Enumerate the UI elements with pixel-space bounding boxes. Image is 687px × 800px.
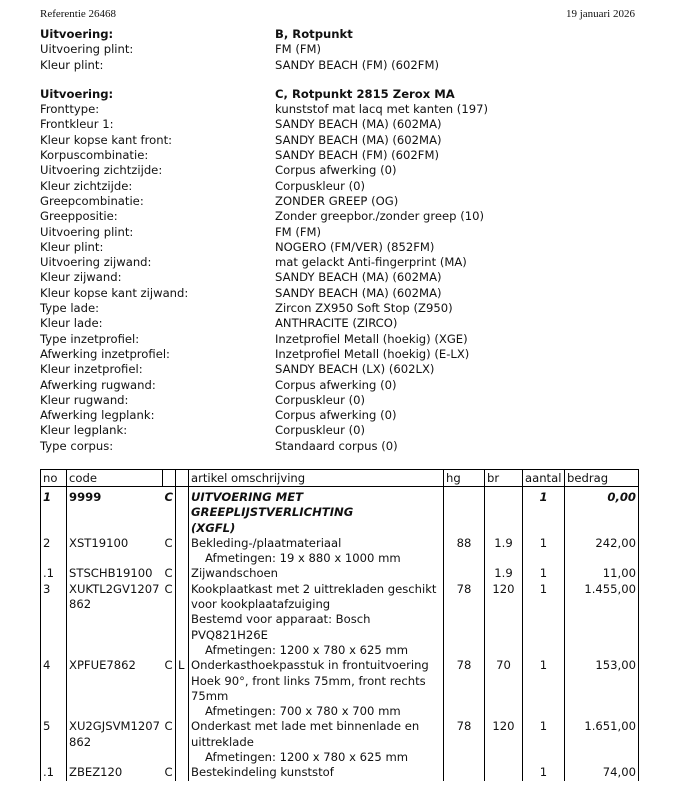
description-line: Onderkasthoekpasstuk in frontuitvoering (191, 658, 429, 673)
width-value (485, 765, 523, 780)
table-header-row (41, 470, 639, 487)
spec-value: Inzetprofiel Metall (hoekig) (E-LX) (275, 346, 470, 361)
table-row (41, 566, 639, 581)
height-value (444, 566, 485, 581)
quantity-value: 1 (523, 658, 565, 719)
description-line: Hoek 90°, front links 75mm, front rechts (191, 673, 426, 688)
flag-c: C (164, 581, 173, 596)
spec-label: Uitvoering zijwand: (40, 255, 152, 270)
spec-value: kunststof mat lacq met kanten (197) (275, 102, 488, 117)
spec-value: SANDY BEACH (MA) (602MA) (275, 270, 442, 285)
spec-row (40, 102, 640, 117)
spec-row (40, 179, 640, 194)
spec-label: Frontkleur 1: (40, 117, 114, 132)
line-number: 5 (41, 719, 67, 765)
spec-label: Type lade: (40, 301, 100, 316)
spec-row (40, 316, 640, 331)
spec-label: Uitvoering: (40, 27, 114, 41)
description-line: Bestemd voor apparaat: Bosch PVQ821H26E (191, 612, 371, 642)
col-header-code: code (67, 470, 163, 487)
spec-label: Uitvoering plint: (40, 42, 134, 57)
spec-label: Korpuscombinatie: (40, 148, 149, 163)
spec-value: Corpuskleur (0) (275, 392, 365, 407)
spec-label: Kleur kopse kant front: (40, 132, 173, 147)
description-line: Onderkast met lade met binnenlade en (191, 719, 420, 734)
spec-label: Type corpus: (40, 438, 114, 453)
spec-value: SANDY BEACH (MA) (602MA) (275, 285, 442, 300)
article-description (189, 566, 444, 581)
amount-value: 242,00 (565, 536, 639, 567)
dimensions-line: Afmetingen: 19 x 880 x 1000 mm (205, 551, 401, 566)
spec-row (40, 58, 640, 73)
col-header-description: artikel omschrijving (189, 470, 444, 487)
article-description (189, 719, 444, 765)
spec-value: SANDY BEACH (FM) (602FM) (275, 148, 439, 163)
flag-c: C (164, 490, 174, 504)
height-value: 78 (444, 719, 485, 765)
quantity-value: 1 (523, 582, 565, 658)
spec-label: Kleur legplank: (40, 423, 128, 438)
spec-value: Zircon ZX950 Soft Stop (Z950) (275, 301, 453, 316)
quantity-value: 1 (523, 536, 565, 567)
flag-c: C (164, 535, 173, 550)
spec-row (40, 286, 640, 301)
height-value (444, 765, 485, 780)
amount-value: 1.651,00 (565, 719, 639, 765)
line-number: .1 (41, 765, 67, 780)
spec-row (40, 301, 640, 316)
flag-c: C (164, 765, 173, 780)
spec-value: Corpuskleur (0) (275, 423, 365, 438)
amount-value: 1.455,00 (565, 582, 639, 658)
line-number: 4 (41, 658, 67, 719)
spec-label: Afwerking legplank: (40, 408, 155, 423)
amount-value: 0,00 (565, 487, 639, 536)
col-header-height: hg (444, 470, 485, 487)
col-header-quantity: aantal (523, 470, 565, 487)
spec-label: Fronttype: (40, 102, 100, 117)
spec-label: Kleur kopse kant zijwand: (40, 285, 189, 300)
spec-label: Greepcombinatie: (40, 193, 144, 208)
article-code: XST19100 (69, 535, 129, 550)
article-description (189, 536, 444, 567)
width-value: 120 (485, 582, 523, 658)
quantity-value: 1 (523, 487, 565, 536)
spec-row (40, 42, 640, 57)
width-value: 70 (485, 658, 523, 719)
quantity-value: 1 (523, 719, 565, 765)
spec-row (40, 27, 640, 42)
spec-label: Kleur plint: (40, 57, 104, 72)
spec-label: Afwerking inzetprofiel: (40, 346, 170, 361)
quantity-value: 1 (523, 765, 565, 780)
line-number: 2 (41, 536, 67, 567)
article-code: STSCHB19100 (69, 566, 153, 581)
flag-l (176, 536, 189, 567)
spec-row (40, 194, 640, 209)
spec-row (40, 423, 640, 438)
spec-row (40, 439, 640, 454)
flag-l (176, 719, 189, 765)
spec-row (40, 87, 640, 102)
flag-c: C (164, 566, 173, 581)
spec-value: Zonder greepbor./zonder greep (10) (275, 209, 485, 224)
flag-l (176, 765, 189, 780)
height-value (444, 487, 485, 536)
spec-row (40, 393, 640, 408)
line-number: 3 (41, 582, 67, 658)
height-value: 78 (444, 582, 485, 658)
dimensions-line: Afmetingen: 700 x 780 x 700 mm (205, 704, 401, 719)
flag-l (176, 487, 189, 536)
quantity-value: 1 (523, 566, 565, 581)
spec-label: Greeppositie: (40, 209, 118, 224)
spec-value: Corpus afwerking (0) (275, 408, 397, 423)
spec-row (40, 133, 640, 148)
description-line: Bestekindeling kunststof (191, 765, 334, 780)
article-code: ZBEZ120 (69, 765, 123, 780)
spec-row (40, 225, 640, 240)
spec-row (40, 362, 640, 377)
width-value: 1.9 (485, 536, 523, 567)
spec-row (40, 332, 640, 347)
height-value: 88 (444, 536, 485, 567)
spec-label: Afwerking rugwand: (40, 377, 156, 392)
amount-value: 74,00 (565, 765, 639, 780)
dimensions-line: Afmetingen: 1200 x 780 x 625 mm (205, 750, 409, 765)
description-line: Bekleding-/plaatmateriaal (191, 535, 342, 550)
spec-value: Standaard corpus (0) (275, 438, 398, 453)
article-code: 9999 (69, 490, 102, 504)
spec-value: SANDY BEACH (MA) (602MA) (275, 132, 442, 147)
article-description (189, 582, 444, 658)
flag-c: C (164, 719, 173, 734)
spec-label: Kleur inzetprofiel: (40, 362, 143, 377)
amount-value: 11,00 (565, 566, 639, 581)
spec-value: FM (FM) (275, 224, 322, 239)
spec-row (40, 240, 640, 255)
reference-number: Referentie 26468 (40, 8, 117, 20)
spec-value: Corpuskleur (0) (275, 178, 365, 193)
spec-group-gap (40, 73, 640, 87)
spec-row (40, 270, 640, 285)
flag-l (176, 582, 189, 658)
line-number: 1 (41, 487, 67, 536)
spec-value: C, Rotpunkt 2815 Zerox MA (275, 86, 455, 101)
width-value: 120 (485, 719, 523, 765)
article-description (189, 658, 444, 719)
spec-row (40, 163, 640, 178)
description-line: 75mm (191, 688, 229, 703)
article-description (189, 487, 444, 536)
col-header-amount: bedrag (565, 470, 639, 487)
table-row (41, 765, 639, 780)
width-value (485, 487, 523, 536)
document-date: 19 januari 2026 (565, 8, 635, 20)
height-value: 78 (444, 658, 485, 719)
spec-row (40, 255, 640, 270)
order-lines-table (40, 469, 639, 781)
spec-row (40, 209, 640, 224)
spec-row (40, 378, 640, 393)
col-header-no: no (41, 470, 67, 487)
spec-label: Kleur rugwand: (40, 392, 129, 407)
spec-label: Kleur zijwand: (40, 270, 122, 285)
flag-l: L (176, 658, 189, 719)
table-row (41, 658, 639, 719)
flag-c: C (164, 658, 173, 673)
width-value: 1.9 (485, 566, 523, 581)
col-header-width: br (485, 470, 523, 487)
table-row (41, 582, 639, 658)
spec-label: Type inzetprofiel: (40, 331, 140, 346)
spec-row (40, 117, 640, 132)
description-line: voor kookplaatafzuiging (191, 597, 331, 612)
description-line: uittreklade (191, 734, 254, 749)
article-code: XU2GJSVM1207862 (69, 719, 161, 749)
table-row (41, 487, 639, 536)
spec-value: ZONDER GREEP (OG) (275, 193, 399, 208)
spec-value: mat gelackt Anti-fingerprint (MA) (275, 255, 467, 270)
spec-value: SANDY BEACH (LX) (602LX) (275, 362, 435, 377)
specification-list (40, 27, 640, 454)
spec-value: ANTHRACITE (ZIRCO) (275, 316, 398, 331)
spec-value: B, Rotpunkt (275, 27, 353, 41)
spec-label: Uitvoering: (40, 86, 114, 101)
spec-label: Kleur lade: (40, 316, 103, 331)
spec-label: Kleur plint: (40, 239, 104, 254)
spec-value: Corpus afwerking (0) (275, 377, 397, 392)
description-line: Zijwandschoen (191, 566, 279, 581)
description-line: (XGFL) (191, 520, 236, 535)
article-description (189, 765, 444, 780)
line-number: .1 (41, 566, 67, 581)
spec-value: NOGERO (FM/VER) (852FM) (275, 239, 435, 254)
spec-row (40, 408, 640, 423)
spec-value: Inzetprofiel Metall (hoekig) (XGE) (275, 331, 468, 346)
table-row (41, 536, 639, 567)
spec-value: FM (FM) (275, 42, 322, 57)
table-row (41, 719, 639, 765)
flag-l (176, 566, 189, 581)
spec-label: Kleur zichtzijde: (40, 178, 133, 193)
description-line: UITVOERING MET GREEPLIJSTVERLICHTING (191, 490, 354, 520)
spec-row (40, 148, 640, 163)
description-line: Kookplaatkast met 2 uittrekladen geschikt (191, 581, 437, 596)
article-code: XPFUE7862 (69, 658, 136, 673)
spec-row (40, 347, 640, 362)
dimensions-line: Afmetingen: 1200 x 780 x 625 mm (205, 642, 409, 657)
amount-value: 153,00 (565, 658, 639, 719)
spec-label: Uitvoering plint: (40, 224, 134, 239)
spec-value: SANDY BEACH (MA) (602MA) (275, 117, 442, 132)
col-header-c (163, 470, 176, 487)
article-code: XUKTL2GV1207862 (69, 581, 160, 612)
col-header-l (176, 470, 189, 487)
spec-value: SANDY BEACH (FM) (602FM) (275, 57, 439, 72)
spec-label: Uitvoering zichtzijde: (40, 163, 163, 178)
spec-value: Corpus afwerking (0) (275, 163, 397, 178)
